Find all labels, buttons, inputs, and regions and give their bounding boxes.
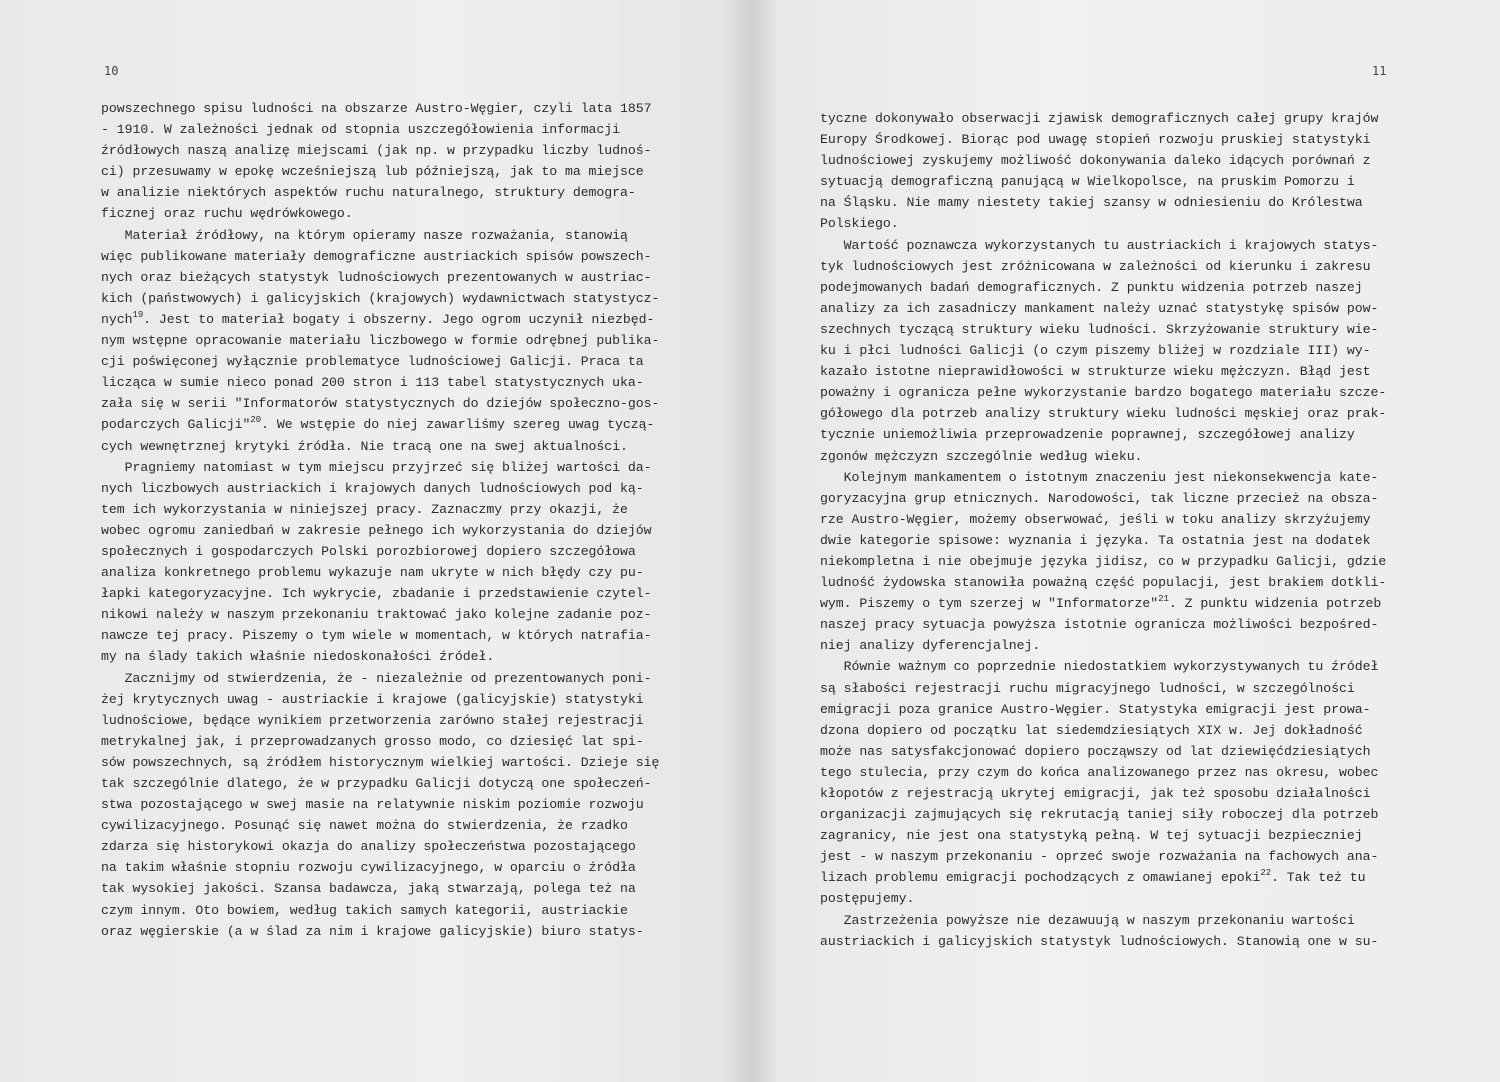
- right_page-line: zagranicy, nie jest ona statystyką pełną. W tej sytuacji bezpieczniej: [820, 828, 1363, 844]
- footnote-marker: 20: [250, 415, 262, 426]
- left_page-line: łapki kategoryzacyjne. Ich wykrycie, zbadanie i przedstawienie czytel-: [101, 586, 652, 602]
- page-number-left: 10: [104, 64, 119, 78]
- left_page-line: ludnościowe, będące wynikiem przetworzenia zarówno stałej rejestracji: [101, 712, 644, 728]
- left_page-line: źródłowych naszą analizę miejscami (jak np. w przypadku liczby ludnoś-: [101, 143, 652, 159]
- left_page-line: czym innym. Oto bowiem, według takich samych kategorii, austriackie: [101, 902, 628, 918]
- right_page-line: rze Austro-Węgier, możemy obserwować, jeśli w toku analizy skrzyżujemy: [820, 511, 1371, 527]
- left_page-line: nawcze tej pracy. Piszemy o tym wiele w momentach, w których natrafia-: [101, 628, 652, 644]
- right_page-line: sytuacją demograficzną panującą w Wielkopolsce, na pruskim Pomorzu i: [820, 174, 1355, 190]
- left_page-line: więc publikowane materiały demograficzne austriackich spisów powszech-: [101, 248, 652, 264]
- right_page-line: naszej pracy sytuacja powyższa istotnie ogranicza możliwości bezpośred-: [820, 617, 1379, 633]
- right_page-line: wym. Piszemy o tym szerzej w "Informatorze"$^{21}$. Z punktu widzenia potrzeb: [820, 594, 1382, 612]
- left_page-line: cji poświęconej wyłącznie problematyce ludnościowej Galicji. Praca ta: [101, 354, 644, 370]
- page-number-right: 11: [1372, 64, 1387, 78]
- right_page-line: dzona dopiero od początku lat siedemdziesiątych XIX w. Jej dokładność: [820, 722, 1363, 738]
- right_page-line: Równie ważnym co poprzednie niedostatkiem wykorzystywanych tu źródeł: [820, 659, 1379, 675]
- right_page-line: Europy Środkowej. Biorąc pod uwagę stopień rozwoju pruskiej statystyki: [820, 132, 1371, 148]
- footnote-marker: 19: [132, 309, 144, 320]
- right_page-line: organizacji zajmujących się rekrutacją taniej siły roboczej dla potrzeb: [820, 807, 1379, 823]
- right_page-line: niekompletna i nie obejmuje języka jidisz, co w przypadku Galicji, gdzie: [820, 553, 1387, 569]
- left_page-line: nym wstępne opracowanie materiału liczbowego w formie odrębnej publika-: [101, 333, 660, 349]
- left_page-line: kich (państwowych) i galicyjskich (krajowych) wydawnictwach statystycz-: [101, 290, 660, 306]
- left_page-line: oraz węgierskie (a w ślad za nim i krajowe galicyjskie) biuro statys-: [101, 923, 644, 939]
- right_page-line: Zastrzeżenia powyższe nie dezawuują w naszym przekonaniu wartości: [820, 912, 1355, 928]
- left_page-line: ci) przesuwamy w epokę wcześniejszą lub późniejszą, jak to ma miejsce: [101, 164, 644, 180]
- right_page-line: postępujemy.: [820, 891, 915, 907]
- right_page-line: na Śląsku. Nie mamy niestety takiej szansy w odniesieniu do Królestwa: [820, 195, 1363, 211]
- left_page-line: licząca w sumie nieco ponad 200 stron i 113 tabel statystycznych uka-: [101, 375, 644, 391]
- left_page-line: ficznej oraz ruchu wędrówkowego.: [101, 206, 353, 222]
- left_page-line: sów powszechnych, są źródłem historycznym wielkiej wartości. Dzieje się: [101, 754, 660, 770]
- right_page-line: Kolejnym mankamentem o istotnym znaczeniu jest niekonsekwencja kate-: [820, 469, 1379, 485]
- right_page-line: może nas satysfakcjonować dopiero począwszy od lat dziewięćdziesiątych: [820, 743, 1371, 759]
- left_page-line: tem ich wykorzystania w niniejszej pracy. Zaznaczmy przy okazji, że: [101, 501, 628, 517]
- right_page-line: niej analizy dyferencjalnej.: [820, 638, 1041, 654]
- right_page-line: poważny i ogranicza pełne wykorzystanie bardzo bogatego materiału szcze-: [820, 385, 1387, 401]
- left_page-line: metrykalnej jak, i przeprowadzanych grosso modo, co dziesięć lat spi-: [101, 733, 644, 749]
- right_page-line: tyk ludnościowych jest zróżnicowana w zależności od kierunku i zakresu: [820, 258, 1371, 274]
- left_page-line: zdarza się historykowi okazja do analizy społeczeństwa pozostającego: [101, 839, 636, 855]
- left_page-line: powszechnego spisu ludności na obszarze Austro-Węgier, czyli lata 1857: [101, 101, 652, 116]
- left_page-line: stwa pozostającego w swej masie na relatywnie niskim poziomie rozwoju: [101, 797, 644, 813]
- left_page-line: cych wewnętrznej krytyki źródła. Nie tracą one na swej aktualności.: [101, 438, 628, 454]
- left_page-line: społecznych i gospodarczych Polski porozbiorowej dopiero szczegółowa: [101, 543, 636, 559]
- left_page-line: analiza konkretnego problemu wykazuje nam ukryte w nich błędy czy pu-: [101, 565, 644, 581]
- left_page-line: tak wysokiej jakości. Szansa badawcza, jaką stwarzają, polega też na: [101, 881, 636, 897]
- left_page-line: Materiał źródłowy, na którym opieramy nasze rozważania, stanowią: [101, 227, 628, 243]
- left_page-line: Pragniemy natomiast w tym miejscu przyjrzeć się bliżej wartości da-: [101, 459, 652, 475]
- left_page-line: nych oraz bieżących statystyk ludnościowych prezentowanych w austriac-: [101, 269, 652, 285]
- right_page-line: lizach problemu emigracji pochodzących z omawianej epoki$^{22}$. Tak też tu: [820, 868, 1366, 886]
- right_page-line: podejmowanych badań demograficznych. Z punktu widzenia potrzeb naszej: [820, 279, 1363, 295]
- footnote-marker: 21: [1158, 594, 1169, 605]
- right-page-text: [820, 108, 1386, 952]
- right_page-line: Polskiego.: [820, 216, 899, 232]
- left_page-line: - 1910. W zależności jednak od stopnia uszczegółowienia informacji: [101, 122, 621, 138]
- left_page-line: cywilizacyjnego. Posunąć się nawet można do stwierdzenia, że rzadko: [101, 818, 628, 834]
- right_page-line: austriackich i galicyjskich statystyk ludnościowych. Stanowią one w su-: [820, 933, 1379, 949]
- right_page-line: tyczne dokonywało obserwacji zjawisk demograficznych całej grupy krajów: [820, 111, 1379, 126]
- right_page-line: kłopotów z rejestracją ukrytej emigracji, jak też sposobu działalności: [820, 786, 1371, 801]
- left_page-line: my na ślady takich właśnie niedoskonałości źródeł.: [101, 649, 495, 665]
- right_page-line: kazało istotne nieprawidłowości w strukturze wieku mężczyzn. Błąd jest: [820, 364, 1371, 380]
- right_page-line: są słabości rejestracji ruchu migracyjnego ludności, w szczególności: [820, 680, 1355, 696]
- right_page-line: szechnych tyczącą struktury wieku ludności. Skrzyżowanie struktury wie-: [820, 321, 1379, 337]
- right_page-line: gółowego dla potrzeb analizy struktury wieku ludności męskiej oraz prak-: [820, 406, 1387, 422]
- right-page: [750, 0, 1500, 1082]
- right_page-line: jest - w naszym przekonaniu - oprzeć swoje rozważania na fachowych ana-: [820, 849, 1379, 865]
- right_page-line: Wartość poznawcza wykorzystanych tu austriackich i krajowych statys-: [820, 237, 1379, 253]
- right_page-line: ludność żydowska stanowiła poważną część populacji, jest brakiem dotkli-: [820, 575, 1387, 591]
- left_page-line: nych liczbowych austriackich i krajowych danych ludnościowych pod ką-: [101, 480, 644, 496]
- right_page-line: zgonów mężczyzn szczególnie według wieku.: [820, 448, 1143, 464]
- left_page-line: podarczych Galicji"$^{20}$. We wstępie do niej zawarliśmy szereg uwag tyczą-: [101, 415, 655, 433]
- left_page-line: na takim właśnie stopniu rozwoju cywilizacyjnego, w oparciu o źródła: [101, 860, 636, 876]
- right_page-line: tycznie uniemożliwia przeprowadzenie poprawnej, szczegółowej analizy: [820, 427, 1355, 443]
- right_page-line: tego stulecia, przy czym do końca analizowanego przez nas okresu, wobec: [820, 764, 1379, 780]
- left_page-line: w analizie niektórych aspektów ruchu naturalnego, struktury demogra-: [101, 185, 636, 201]
- left-page-text: [101, 98, 659, 942]
- left_page-line: wobec ogromu zaniedbań w zakresie pełnego ich wykorzystania do dziejów: [101, 522, 652, 538]
- left_page-line: nikowi należy w naszym przekonaniu traktować jako kolejne zadanie poz-: [101, 607, 652, 623]
- left_page-line: tak szczególnie dlatego, że w przypadku Galicji dotyczą one społeczeń-: [101, 776, 652, 791]
- left_page-line: zała się w serii "Informatorów statystycznych do dziejów społeczno-gos-: [101, 396, 660, 412]
- right_page-line: analizy za ich zasadniczy mankament należy uznać statystykę spisów pow-: [820, 300, 1379, 316]
- right_page-line: goryzacyjna grup etnicznych. Narodowości, tak liczne przecież na obsza-: [820, 490, 1379, 506]
- right_page-line: ludnościowej zyskujemy możliwość dokonywania daleko idących porównań z: [820, 153, 1371, 169]
- right_page-line: dwie kategorie spisowe: wyznania i języka. Ta ostatnia jest na dodatek: [820, 532, 1371, 548]
- left_page-line: Zacznijmy od stwierdzenia, że - niezależnie od prezentowanych poni-: [101, 670, 652, 686]
- left_page-line: nych$^{19}$. Jest to materiał bogaty i obszerny. Jego ogrom uczynił niezbęd-: [101, 309, 655, 327]
- left_page-line: żej krytycznych uwag - austriackie i krajowe (galicyjskie) statystyki: [101, 691, 644, 707]
- right_page-line: emigracji poza granice Austro-Węgier. Statystyka emigracji jest prowa-: [820, 701, 1371, 717]
- right_page-line: ku i płci ludności Galicji (o czym piszemy bliżej w rozdziale III) wy-: [820, 343, 1371, 359]
- footnote-marker: 22: [1260, 868, 1272, 879]
